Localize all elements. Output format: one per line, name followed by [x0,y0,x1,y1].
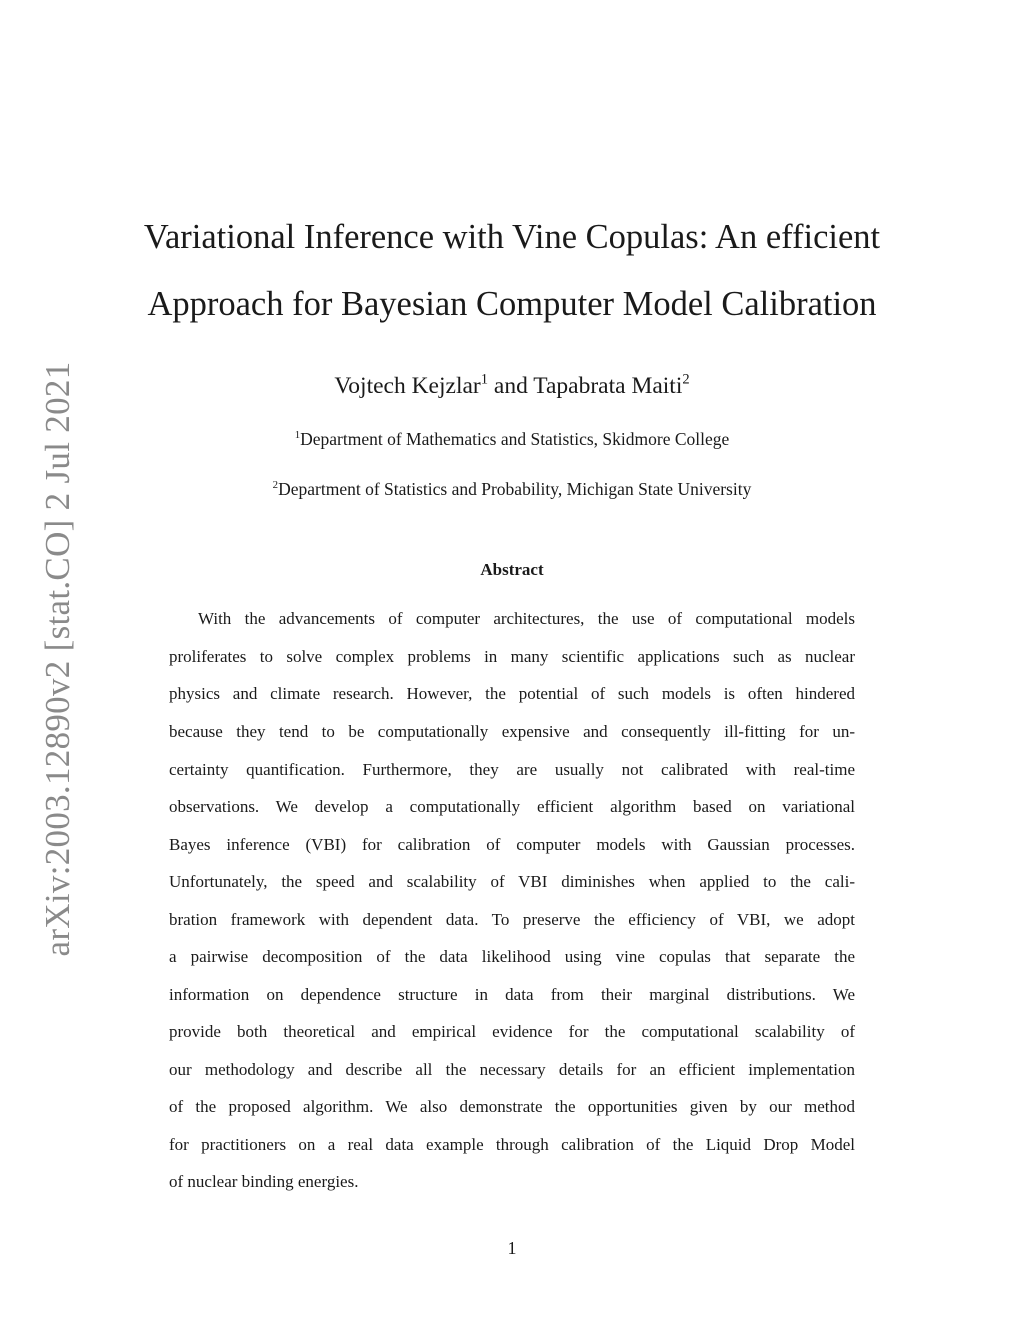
abstract-line: Unfortunately, the speed and scalability of VBI diminishes when applied to the cali- [169,872,855,891]
affiliation-marker: 1 [294,428,301,441]
paper-title [100,204,924,338]
abstract-line: bration framework with dependent data. To preserve the efficiency of VBI, we adopt [169,910,855,929]
abstract-line: for practitioners on a real data example through calibration of the Liquid Drop Model [169,1135,855,1154]
abstract-line: observations. We develop a computationally efficient algorithm based on variational [169,797,855,816]
title-line-2: Approach for Bayesian Computer Model Calibration [147,285,877,323]
title-line-1: Variational Inference with Vine Copulas: An efficient [143,218,881,256]
abstract-line: certainty quantification. Furthermore, they are usually not calibrated with real-time [169,760,855,779]
abstract-line: provide both theoretical and empirical evidence for the computational scalability of [169,1022,855,1041]
affiliation-text: Department of Mathematics and Statistics, Skidmore College [300,429,730,449]
affiliation-marker: 1 [480,371,489,388]
abstract-line: information on dependence structure in data from their marginal distributions. We [169,985,855,1004]
page-number: 1 [507,1238,517,1258]
arxiv-identifier-stamp: arXiv:2003.12890v2 [stat.CO] 2 Jul 2021 [38,361,77,957]
author-name: Tapabrata Maiti [533,373,683,399]
abstract-line: With the advancements of computer architectures, the use of computational models [198,609,855,628]
abstract-line: Bayes inference (VBI) for calibration of computer models with Gaussian processes. [169,835,855,854]
affiliation-marker: 2 [272,478,279,491]
abstract-line: our methodology and describe all the necessary details for an efficient implementation [169,1060,855,1079]
abstract-line: of nuclear binding energies. [169,1172,359,1191]
abstract-line: of the proposed algorithm. We also demonstrate the opportunities given by our method [169,1097,855,1116]
abstract-line: physics and climate research. However, the potential of such models is often hindered [169,684,855,703]
affiliation-marker: 2 [682,371,690,388]
affiliation [0,429,1024,450]
author-name: Vojtech Kejzlar [334,373,481,399]
author-list [0,373,1024,400]
affiliation-text: Department of Statistics and Probability, Michigan State University [278,479,752,499]
affiliation [0,479,1024,500]
abstract-heading: Abstract [480,560,544,579]
author-conjunction: and [488,373,534,399]
abstract-line: a pairwise decomposition of the data likelihood using vine copulas that separate the [169,947,855,966]
abstract-line: because they tend to be computationally expensive and consequently ill-fitting for un- [169,722,855,741]
abstract-line: proliferates to solve complex problems in many scientific applications such as nuclear [169,647,855,666]
